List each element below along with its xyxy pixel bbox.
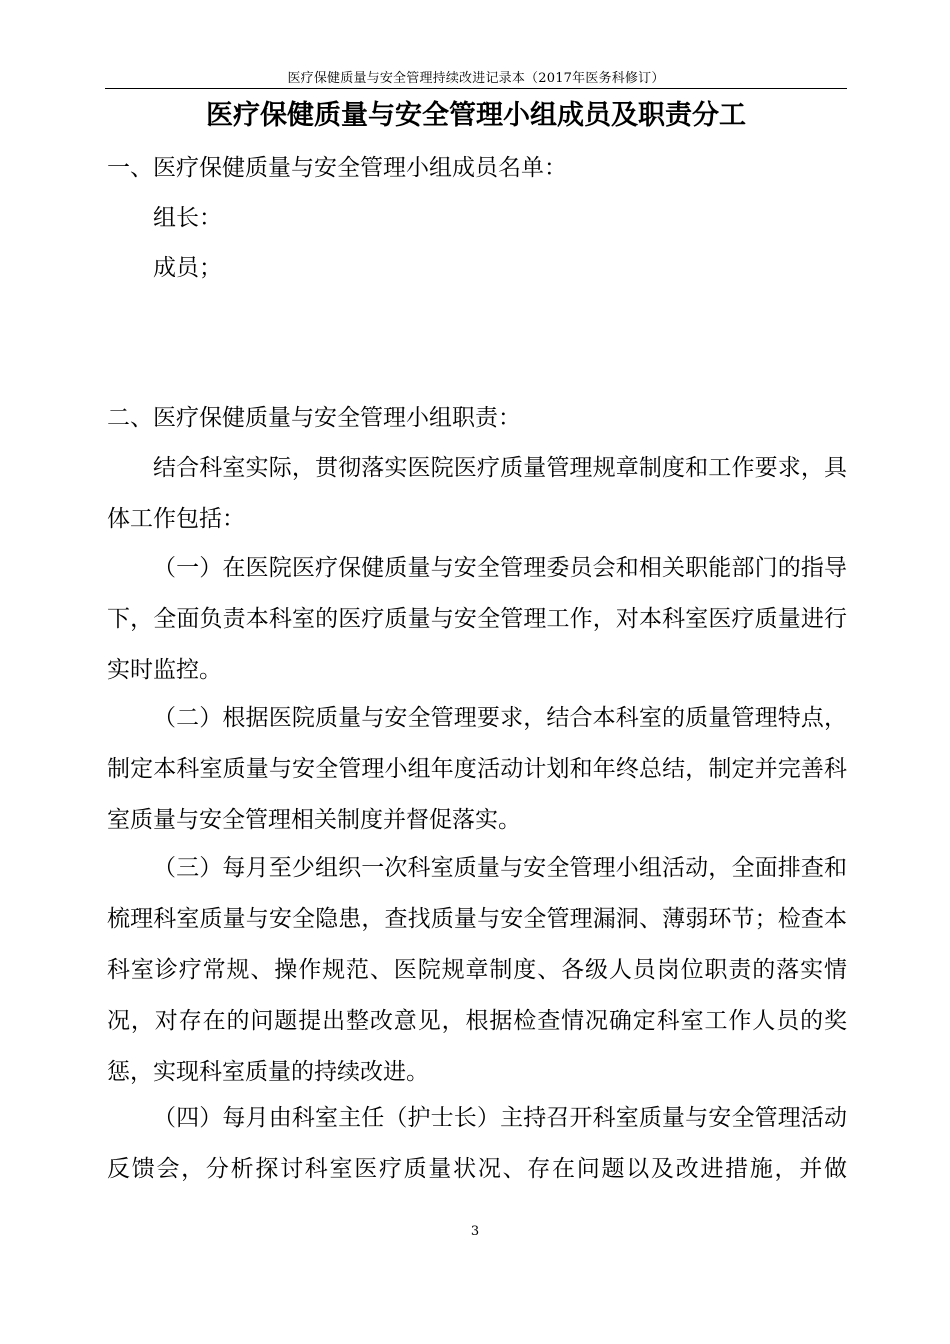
section2-intro: 结合科室实际，贯彻落实医院医疗质量管理规章制度和工作要求，具体工作包括：	[107, 455, 847, 532]
section1-heading: 一、医疗保健质量与安全管理小组成员名单：	[107, 155, 567, 181]
duty-item-2: （二）根据医院质量与安全管理要求，结合本科室的质量管理特点，制定本科室质量与安全管理小组年度活动计划和年终总结，制定并完善科室质量与安全管理相关制度并督促落实。	[107, 705, 847, 833]
header-rule	[105, 88, 847, 89]
section2-heading: 二、医疗保健质量与安全管理小组职责：	[107, 405, 521, 431]
duty-item-1: （一）在医院医疗保健质量与安全管理委员会和相关职能部门的指导下，全面负责本科室的医疗质量与安全管理工作，对本科室医疗质量进行实时监控。	[107, 555, 847, 683]
members-label: 成员；	[153, 255, 222, 281]
duty-item-3: （三）每月至少组织一次科室质量与安全管理小组活动，全面排查和梳理科室质量与安全隐患，查找质量与安全管理漏洞、薄弱环节；检查本科室诊疗常规、操作规范、医院规章制度、各级人员岗位职责的落实情况，对存在的问题提出整改意见，根据检查情况确定科室工作人员的奖惩，实现科室质量的持续改进。	[107, 855, 847, 1085]
running-header: 医疗保健质量与安全管理持续改进记录本（2017年医务科修订）	[287, 71, 665, 86]
document-title: 医疗保健质量与安全管理小组成员及职责分工	[206, 100, 746, 131]
leader-label: 组长：	[153, 205, 222, 231]
duty-item-4: （四）每月由科室主任（护士长）主持召开科室质量与安全管理活动反馈会，分析探讨科室医疗质量状况、存在问题以及改进措施，并做	[107, 1105, 847, 1182]
page-number: 3	[470, 1224, 480, 1239]
